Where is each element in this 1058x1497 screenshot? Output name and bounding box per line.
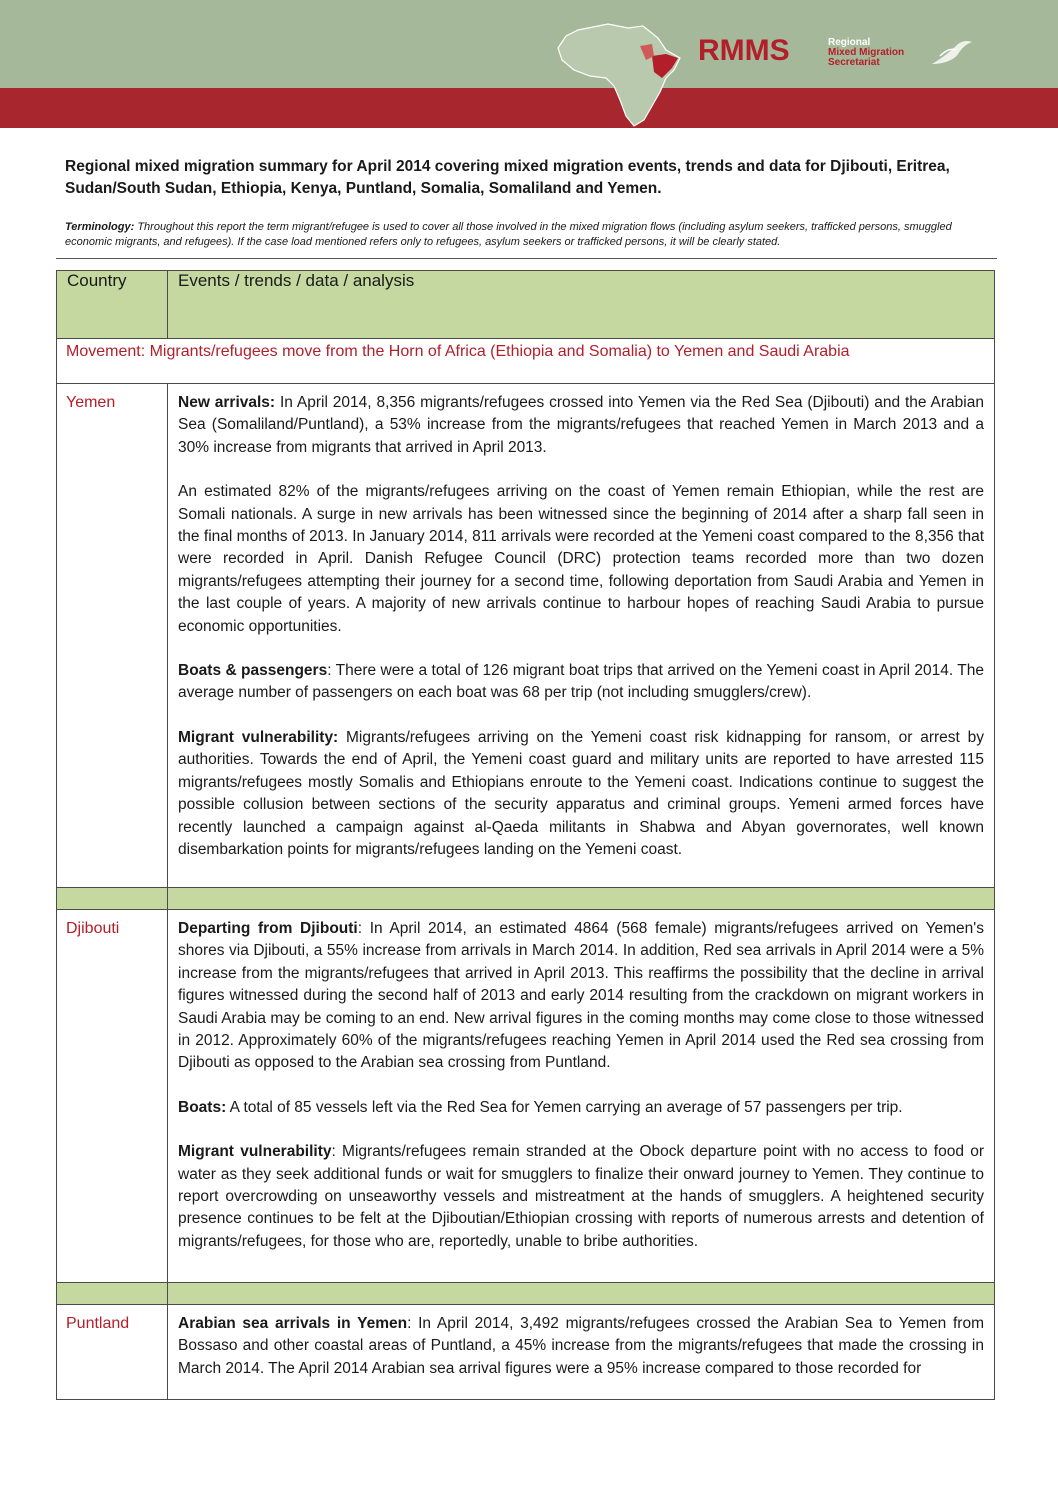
spacer-row <box>57 888 995 910</box>
table-header-row <box>57 271 995 339</box>
content-yemen <box>168 384 995 888</box>
paragraph: New arrivals: In April 2014, 8,356 migrants/refugees crossed into Yemen via the Red Sea (Djibouti) and the Arabian Sea (Somaliland/Puntland), a 53% increase from the migrants/refugees that reached Yemen in March 2013 and a 30% increase from migrants that arrived in April 2013. <box>178 394 984 456</box>
summary-table <box>56 270 995 1400</box>
paragraph: Departing from Djibouti: In April 2014, an estimated 4864 (568 female) migrants/refugees arrived on Yemen's shores via Djibouti, a 55% increase from arrivals in March 2014. In addition, Red sea arrivals in April 2014 were a 5% increase from the migrants/refugees that arrived in April 2013. This reaffirms the possibility that the decline in arrival figures witnessed during the second half of 2013 and early 2014 resulting from the crackdown on migrant workers in Saudi Arabia may be coming to an end. New arrival figures in the coming months may come close to those witnessed in 2012. Approximately 60% of the migrants/refugees reaching Yemen in April 2014 used the Red sea crossing from Djibouti as opposed to the Arabian sea crossing from Puntland. <box>178 920 985 1072</box>
paragraph: Boats & passengers: There were a total of 126 migrant boat trips that arrived on the Yemeni coast in April 2014. The average number of passengers on each boat was 68 per trip (not including smugglers/crew). <box>178 662 985 702</box>
table-row <box>57 1305 995 1400</box>
header-events: Events / trends / data / analysis <box>168 271 995 339</box>
terminology-label: Terminology: <box>65 221 135 233</box>
paragraph: Migrant vulnerability: Migrants/refugees arriving on the Yemeni coast risk kidnapping for ransom, or arrest by authorities. Towards the end of April, the Yemeni coast guard and military units are reported to have arrested 115 migrants/refugees mostly Somalis and Ethiopians enroute to the Yemeni coast. Indications continue to suggest the possible collusion between sections of the security apparatus and criminal groups. Yemeni armed forces have recently launched a campaign against al-Qaeda militants in Shabwa and Abyan governorates, well known disembarkation points for migrants/refugees landing on the Yemeni coast. <box>178 728 984 858</box>
rmms-logo: RMMS <box>698 34 790 67</box>
paragraph: Boats: A total of 85 vessels left via the Red Sea for Yemen carrying an average of 57 passengers per trip. <box>178 1098 903 1116</box>
africa-map-icon <box>548 20 688 130</box>
country-yemen: Yemen <box>57 384 168 888</box>
spacer-row <box>57 1283 995 1305</box>
content-puntland <box>168 1305 995 1400</box>
table-row <box>57 910 995 1283</box>
report-title: Regional mixed migration summary for April 2014 covering mixed migration events, trends and data for Djibouti, Eritrea, Sudan/South Sudan, Ethiopia, Kenya, Puntland, Somalia, Somaliland and Yemen. <box>65 158 950 197</box>
header-country: Country <box>57 271 168 339</box>
country-djibouti: Djibouti <box>57 910 168 1283</box>
movement-heading: Movement: Migrants/refugees move from the Horn of Africa (Ethiopia and Somalia) to Yemen and Saudi Arabia <box>57 339 995 384</box>
table-row <box>57 384 995 888</box>
terminology-note <box>65 220 1000 250</box>
terminology-text: Throughout this report the term migrant/refugee is used to cover all those involved in the mixed migration flows (including asylum seekers, trafficked persons, smuggled economic migrants, and refugees). If the case load mentioned refers only to refugees, asylum seekers or trafficked persons, it will be clearly stated. <box>65 221 952 248</box>
paragraph: Migrant vulnerability: Migrants/refugees remain stranded at the Obock departure point with no access to food or water as they seek additional funds or wait for smugglers to finalize their onward journey to Yemen. They continue to report overcrowding on unseaworthy vessels and mistreatment at the hands of smugglers. A heightened security presence continues to be felt at the Djiboutian/Ethiopian crossing with reports of numerous arrests and detention of migrants/refugees, for those who are, reportedly, unable to bribe authorities. <box>178 1143 984 1250</box>
paragraph: An estimated 82% of the migrants/refugees arriving on the coast of Yemen remain Ethiopian, while the rest are Somali nationals. A surge in new arrivals has been witnessed since the beginning of 2014 after a sharp fall seen in the final months of 2013. In January 2014, 811 arrivals were recorded at the Yemeni coast compared to the 8,356 that were recorded in April. Danish Refugee Council (DRC) protection teams recorded more than two dozen migrants/refugees attempting their journey for a second time, following deportation from Saudi Arabia and Yemen in the last couple of years. A majority of new arrivals continue to harbour hopes of reaching Saudi Arabia to pursue economic opportunities. <box>178 483 984 635</box>
divider <box>56 258 997 259</box>
content-djibouti <box>168 910 995 1283</box>
bird-logo-icon <box>928 38 974 68</box>
logo-subtitle: Regional Mixed Migration Secretariat <box>828 37 905 68</box>
country-puntland: Puntland <box>57 1305 168 1400</box>
paragraph: Arabian sea arrivals in Yemen: In April 2014, 3,492 migrants/refugees crossed the Arabian Sea to Yemen from Bossaso and other coastal areas of Puntland, a 45% increase from the migrants/refugees that made the crossing in March 2014. The April 2014 Arabian sea arrival figures were a 95% increase compared to those recorded for <box>178 1315 984 1377</box>
header-red-band <box>0 88 1058 128</box>
movement-row <box>57 339 995 384</box>
